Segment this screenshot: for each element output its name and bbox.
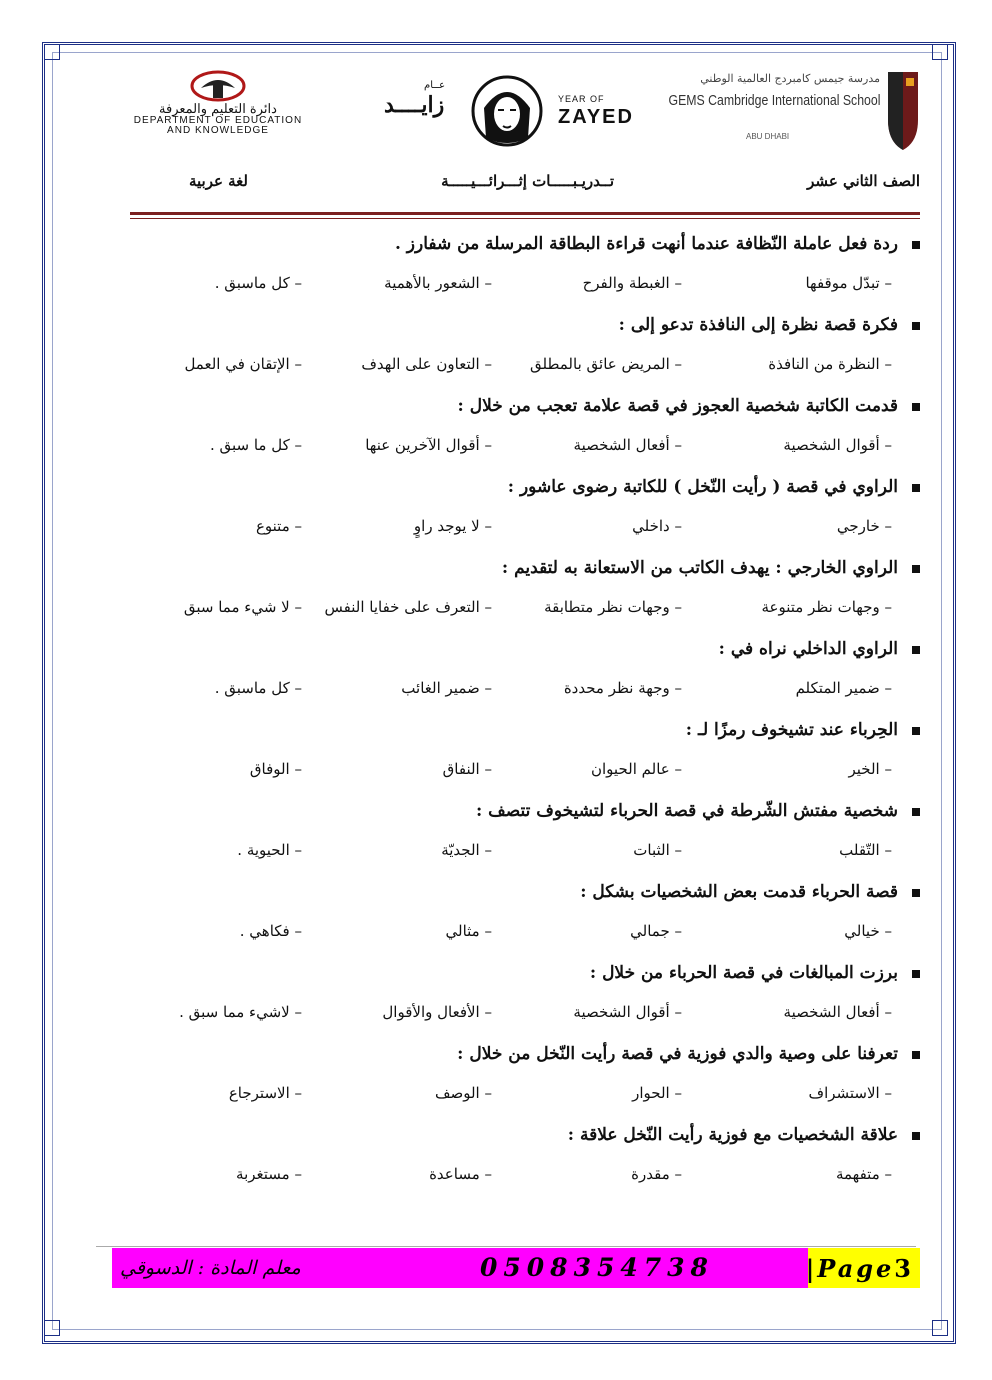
option-1: – تبدّل موقفها [805,274,892,292]
dek-en-1: DEPARTMENT OF EDUCATION [133,115,303,126]
gems-logo [668,68,920,158]
options-row [120,436,892,462]
option-2: – الغبطة والفرح [582,274,682,292]
question-4 [508,477,920,497]
option-3: – الوصف [434,1084,492,1102]
option-4: – كل ماسبق . [214,679,302,697]
option-1: – الخير [848,760,892,778]
bullet-icon [912,1051,920,1059]
option-2: – وجهات نظر متطابقة [544,598,682,616]
corner-ornament [44,44,60,60]
zayed-arabic-top: عــام [424,80,446,91]
question-10 [590,963,920,983]
option-3: – الشعور بالأهمية [384,274,492,292]
corner-ornament [44,1320,60,1336]
option-2: – الحوار [632,1084,682,1102]
option-1: – وجهات نظر متنوعة [761,598,892,616]
subject-label: لغة عربية [188,172,248,190]
bullet-icon [912,808,920,816]
options-row [120,922,892,948]
options-row [120,760,892,786]
question-3 [458,396,920,416]
question-text: قدمت الكاتبة شخصية العجوز في قصة علامة تعجب من خلال : [457,396,898,416]
option-1: – التّقلب [839,841,892,859]
bullet-icon [912,241,920,249]
option-3: – ضمير الغائب [401,679,492,697]
zayed-en-1: YEAR OF [558,94,605,104]
option-4: – متنوع [255,517,302,535]
option-4: – الوفاق [249,760,302,778]
option-3: – التعرف على خفايا النفس [324,598,492,616]
question-11 [457,1044,920,1064]
question-text: برزت المبالغات في قصة الحرباء من خلال : [589,963,898,983]
bullet-icon [912,403,920,411]
options-row [120,1003,892,1029]
heading-divider-thin [130,218,920,219]
bullet-icon [912,322,920,330]
question-text: فكرة قصة نظرة إلى النافذة تدعو إلى : [618,315,898,335]
shield-icon [886,70,920,152]
question-5 [502,558,920,578]
bullet-icon [912,889,920,897]
option-1: – متفهمة [835,1165,892,1183]
page-box [805,1248,920,1288]
question-8 [476,801,920,821]
options-row [120,679,892,705]
options-row [120,1165,892,1191]
dek-en-2: AND KNOWLEDGE [167,125,269,136]
option-4: – الإتقان في العمل [184,355,302,373]
options-row [120,1084,892,1110]
options-row [120,274,892,300]
question-text: الحِرباء عند تشيخوف رمزًا لـ : [685,720,898,740]
option-2: – الثبات [633,841,682,859]
question-text: الراوي الخارجي : يهدف الكاتب من الاستعانة به لتقديم : [501,558,898,578]
question-1 [395,234,920,254]
option-4: – مستغربة [236,1165,302,1183]
falcon-emblem-icon [183,68,253,104]
zayed-en-2: ZAYED [558,106,634,128]
bullet-icon [912,727,920,735]
dek-logo [88,68,348,138]
worksheet-title: تــدريـبـــــات إثـــرائـــيـــــة [441,172,614,190]
option-4: – فكاهي . [239,922,302,940]
page-number [806,1254,914,1283]
bullet-icon [912,970,920,978]
option-3: – الجديّة [441,841,492,859]
option-2: – عالم الحيوان [591,760,682,778]
option-2: – أقوال الشخصية [573,1003,682,1021]
option-2: – جمالي [630,922,682,940]
dek-arabic: دائرة التعليم والمعرفة [159,102,277,117]
bullet-icon [912,1132,920,1140]
zayed-arabic: زايــــد [384,92,445,118]
option-1: – ضمير المتكلم [795,679,892,697]
question-text: قصة الحرباء قدمت بعض الشخصيات بشكل : [580,882,898,902]
footer-bar [112,1248,920,1288]
question-text: تعرفنا على وصية والدي فوزية في قصة رأيت النّخل من خلال : [457,1044,898,1064]
option-1: – أفعال الشخصية [783,1003,892,1021]
option-4: – لاشيء مما سبق . [179,1003,302,1021]
option-1: – الاستشراف [808,1084,892,1102]
option-2: – أفعال الشخصية [573,436,682,454]
option-1: – خارجي [836,517,892,535]
option-3: – مثالي [445,922,492,940]
corner-ornament [932,1320,948,1336]
gems-arabic: مدرسة جيمس كامبردج العالمية الوطني [700,72,880,85]
options-row [120,598,892,624]
question-2 [619,315,920,335]
option-3: – لا يوجد راوٍ [413,517,492,535]
option-1: – أقوال الشخصية [783,436,892,454]
option-4: – كل ماسبق . [214,274,302,292]
option-3: – أقوال الآخرين عنها [365,436,492,454]
gems-en: GEMS Cambridge International School [668,92,880,109]
option-3: – التعاون على الهدف [361,355,492,373]
question-7 [686,720,920,740]
year-of-zayed-logo [380,74,640,154]
question-text: الراوي الداخلي نراه في : [718,639,898,659]
grade-label: الصف الثاني عشر [807,172,920,190]
gems-city: ABU DHABI [746,132,790,141]
question-text: الراوي في قصة ( رأيت النّخل ) للكاتبة رضوى عاشور : [507,477,898,497]
option-2: – مقدرة [631,1165,682,1183]
option-4: – كل ما سبق . [209,436,302,454]
bullet-icon [912,565,920,573]
option-4: – لا شيء مما سبق [183,598,302,616]
bullet-icon [912,646,920,654]
corner-ornament [932,44,948,60]
option-3: – النفاق [442,760,492,778]
bullet-icon [912,484,920,492]
option-2: – المريض عائق بالمطلق [529,355,682,373]
heading-divider [130,212,920,215]
option-1: – النظرة من النافذة [768,355,892,373]
question-9 [580,882,920,902]
question-text: ردة فعل عاملة النّظافة عندما أنهت قراءة البطاقة المرسلة من شفارز . [394,234,898,254]
page-digit: 3 [894,1254,914,1283]
question-text: علاقة الشخصيات مع فوزية رأيت النّخل علاقة : [567,1125,898,1145]
phone-number: 0508354738 [480,1253,714,1282]
option-2: – داخلي [632,517,682,535]
header-logos [80,68,920,158]
worksheet-heading [80,172,920,202]
question-12 [568,1125,920,1145]
option-3: – الأفعال والأقوال [382,1003,492,1021]
teacher-name: معلم المادة : الدسوقي [120,1257,301,1279]
option-4: – الحيوية . [237,841,302,859]
footer-divider [96,1246,916,1247]
sheikh-zayed-portrait-icon [470,74,544,148]
page-label: |Page [805,1254,895,1283]
option-4: – الاسترجاع [228,1084,302,1102]
question-6 [719,639,920,659]
option-3: – مساعدة [429,1165,492,1183]
options-row [120,517,892,543]
options-row [120,841,892,867]
question-text: شخصية مفتش الشّرطة في قصة الحرباء لتشيخوف تتصف : [475,801,898,821]
option-1: – خيالي [844,922,892,940]
option-2: – وجهة نظر محددة [563,679,682,697]
options-row [120,355,892,381]
